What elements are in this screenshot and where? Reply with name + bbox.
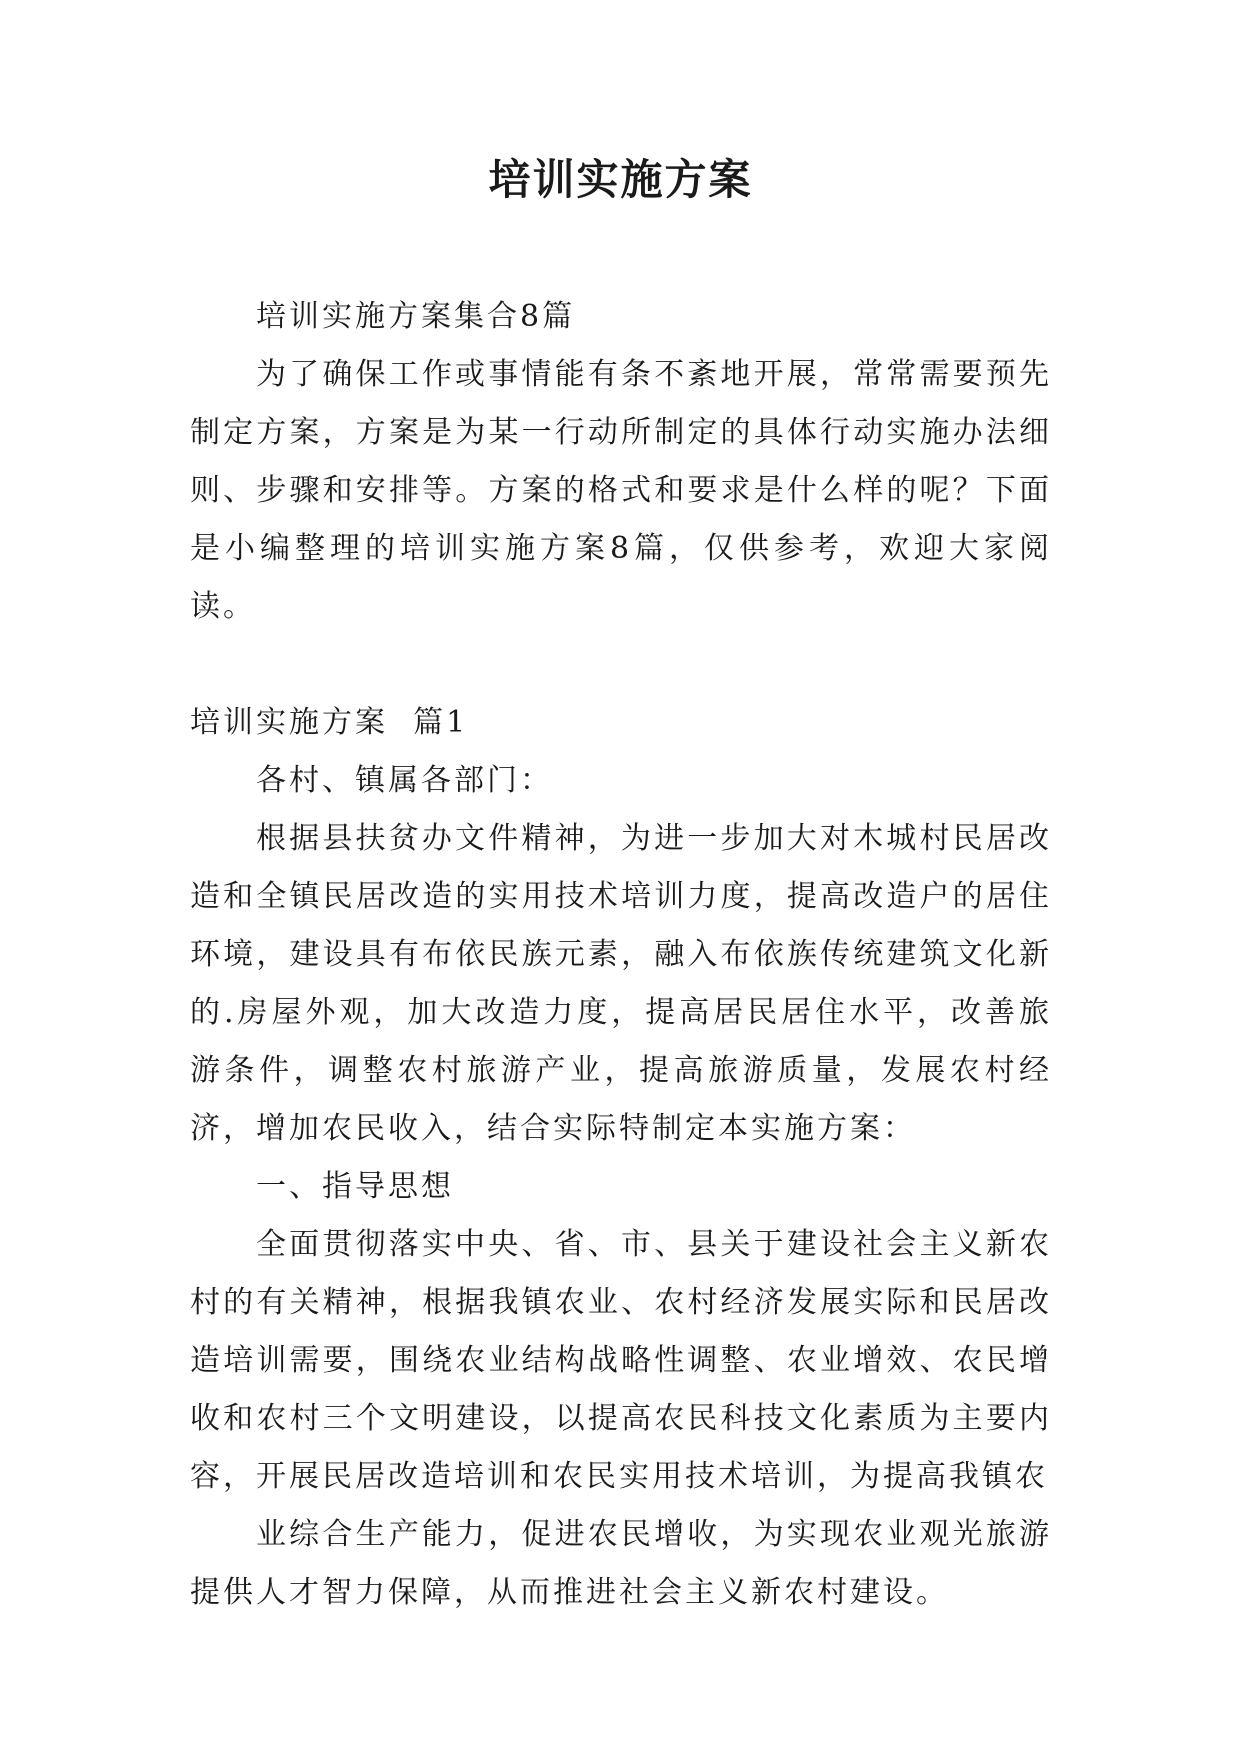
body-paragraph-3: 业综合生产能力，促进农民增收，为实现农业观光旅游提供人才智力保障，从而推进社会主义新农村建设。 bbox=[190, 1517, 1052, 1610]
subheading-guiding-ideology: 一、指导思想 bbox=[256, 1169, 454, 1204]
paragraph-spacer bbox=[190, 636, 1052, 694]
body-paragraph-1: 根据县扶贫办文件精神，为进一步加大对木城村民居改造和全镇民居改造的实用技术培训力度，提高改造户的居住环境，建设具有布依民族元素，融入布依族传统建筑文化新的.房屋外观，加大改造力度，提高居民居住水平，改善旅游条件，调整农村旅游产业，提高旅游质量，发展农村经济，增加农民收入，结合实际特制定本实施方案： bbox=[190, 821, 1052, 1146]
collection-title: 培训实施方案集合8篇 bbox=[256, 299, 576, 334]
document-body bbox=[190, 288, 1052, 1622]
body-paragraph-2: 全面贯彻落实中央、省、市、县关于建设社会主义新农村的有关精神，根据我镇农业、农村经济发展实际和民居改造培训需要，围绕农业结构战略性调整、农业增效、农民增收和农村三个文明建设，以提高农民科技文化素质为主要内容，开展民居改造培训和农民实用技术培训，为提高我镇农 bbox=[190, 1227, 1052, 1494]
document-title: 培训实施方案 bbox=[488, 155, 753, 204]
salutation: 各村、镇属各部门： bbox=[256, 763, 553, 798]
section-heading: 培训实施方案 篇1 bbox=[190, 705, 469, 740]
intro-paragraph: 为了确保工作或事情能有条不紊地开展，常常需要预先制定方案，方案是为某一行动所制定的具体行动实施办法细则、步骤和安排等。方案的格式和要求是什么样的呢？下面是小编整理的培训实施方案8篇，仅供参考，欢迎大家阅读。 bbox=[190, 357, 1052, 624]
